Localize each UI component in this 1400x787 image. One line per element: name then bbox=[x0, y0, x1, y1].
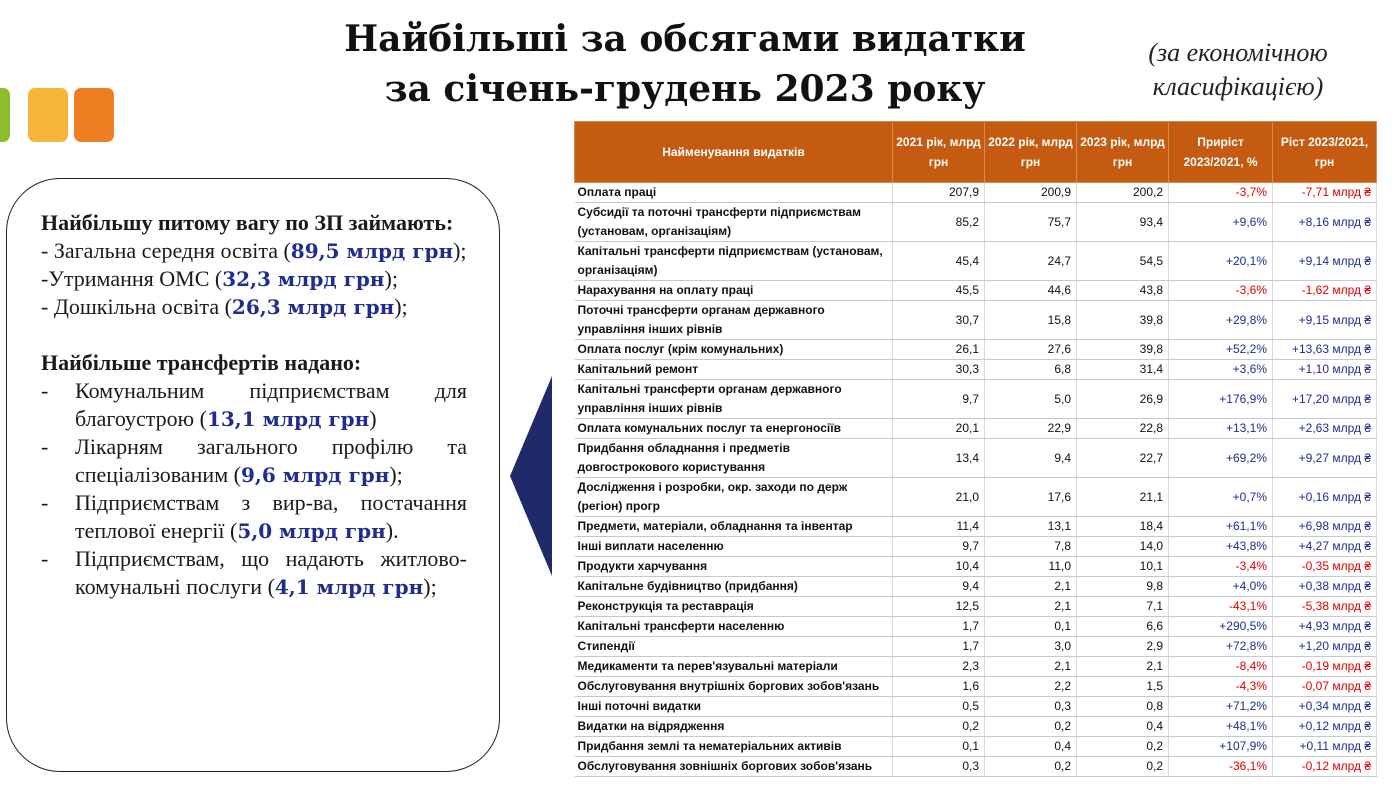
cell-2023: 14,0 bbox=[1077, 537, 1169, 557]
logo-green-square bbox=[0, 88, 10, 142]
cell-growth-abs: -0,07 млрд ₴ bbox=[1273, 677, 1377, 697]
cell-2023: 2,1 bbox=[1077, 657, 1169, 677]
cell-2021: 21,0 bbox=[893, 478, 985, 517]
table-row bbox=[575, 419, 1377, 439]
logo-yellow-square bbox=[28, 88, 68, 142]
cell-2023: 43,8 bbox=[1077, 281, 1169, 301]
cell-2023: 6,6 bbox=[1077, 617, 1169, 637]
cell-growth-abs: +0,16 млрд ₴ bbox=[1273, 478, 1377, 517]
col-header-growth-abs: Ріст 2023/2021, грн bbox=[1273, 122, 1377, 183]
cell-name: Обслуговування внутрішніх боргових зобов'язань bbox=[575, 677, 893, 697]
table-row bbox=[575, 439, 1377, 478]
cell-2022: 17,6 bbox=[985, 478, 1077, 517]
cell-growth-abs: +0,12 млрд ₴ bbox=[1273, 717, 1377, 737]
cell-growth-abs: +0,38 млрд ₴ bbox=[1273, 577, 1377, 597]
cell-growth-abs: +9,27 млрд ₴ bbox=[1273, 439, 1377, 478]
panel-heading-transfers: Найбільше трансфертів надано: bbox=[41, 350, 362, 375]
table-row bbox=[575, 677, 1377, 697]
cell-name: Оплата праці bbox=[575, 183, 893, 203]
cell-2023: 0,8 bbox=[1077, 697, 1169, 717]
item-text: Підприємствам, що надають житлово-комунальні послуги ( bbox=[75, 546, 467, 599]
table-row bbox=[575, 617, 1377, 637]
table-row bbox=[575, 757, 1377, 777]
page-title bbox=[300, 14, 1070, 114]
table-row bbox=[575, 301, 1377, 340]
cell-growth-abs: +0,11 млрд ₴ bbox=[1273, 737, 1377, 757]
table-row bbox=[575, 737, 1377, 757]
cell-growth-pct: -4,3% bbox=[1169, 677, 1273, 697]
pointer-arrow-icon bbox=[510, 376, 552, 576]
cell-growth-pct: -43,1% bbox=[1169, 597, 1273, 617]
salary-list-item bbox=[41, 265, 467, 293]
table-row bbox=[575, 537, 1377, 557]
cell-2021: 207,9 bbox=[893, 183, 985, 203]
cell-2021: 1,6 bbox=[893, 677, 985, 697]
cell-2023: 0,4 bbox=[1077, 717, 1169, 737]
cell-growth-pct: +4,0% bbox=[1169, 577, 1273, 597]
cell-2021: 0,3 bbox=[893, 757, 985, 777]
cell-growth-pct: +52,2% bbox=[1169, 340, 1273, 360]
cell-2023: 7,1 bbox=[1077, 597, 1169, 617]
cell-2023: 93,4 bbox=[1077, 203, 1169, 242]
cell-name: Видатки на відрядження bbox=[575, 717, 893, 737]
cell-2021: 0,5 bbox=[893, 697, 985, 717]
col-header-2022: 2022 рік, млрд грн bbox=[985, 122, 1077, 183]
cell-name: Медикаменти та перев'язувальні матеріали bbox=[575, 657, 893, 677]
cell-name: Капітальні трансферти органам державного управління інших рівнів bbox=[575, 380, 893, 419]
item-text: - Дошкільна освіта ( bbox=[41, 294, 232, 319]
cell-2022: 27,6 bbox=[985, 340, 1077, 360]
cell-growth-abs: +1,20 млрд ₴ bbox=[1273, 637, 1377, 657]
cell-2021: 0,1 bbox=[893, 737, 985, 757]
cell-growth-pct: +29,8% bbox=[1169, 301, 1273, 340]
table-row bbox=[575, 203, 1377, 242]
cell-2022: 7,8 bbox=[985, 537, 1077, 557]
item-amount: 5,0 млрд грн bbox=[237, 519, 386, 543]
cell-name: Придбання обладнання і предметів довгострокового користування bbox=[575, 439, 893, 478]
cell-2021: 1,7 bbox=[893, 637, 985, 657]
cell-name: Інші виплати населенню bbox=[575, 537, 893, 557]
cell-2021: 10,4 bbox=[893, 557, 985, 577]
title-line-2: за січень-грудень 2023 року bbox=[384, 68, 986, 110]
cell-2021: 11,4 bbox=[893, 517, 985, 537]
cell-growth-pct: +69,2% bbox=[1169, 439, 1273, 478]
cell-growth-pct: +3,6% bbox=[1169, 360, 1273, 380]
cell-2021: 30,3 bbox=[893, 360, 985, 380]
cell-name: Нарахування на оплату праці bbox=[575, 281, 893, 301]
cell-2023: 2,9 bbox=[1077, 637, 1169, 657]
transfers-list-item bbox=[41, 489, 467, 545]
item-text: Підприємствам з вир-ва, постачання теплової енергії ( bbox=[75, 490, 467, 543]
cell-2023: 22,7 bbox=[1077, 439, 1169, 478]
cell-2021: 9,4 bbox=[893, 577, 985, 597]
cell-name: Капітальне будівництво (придбання) bbox=[575, 577, 893, 597]
cell-2023: 1,5 bbox=[1077, 677, 1169, 697]
item-suffix: ); bbox=[389, 462, 403, 487]
cell-2022: 0,1 bbox=[985, 617, 1077, 637]
cell-name: Дослідження і розробки, окр. заходи по держ (регіон) прогр bbox=[575, 478, 893, 517]
cell-2022: 0,4 bbox=[985, 737, 1077, 757]
salary-list-item bbox=[41, 293, 467, 321]
transfers-list-item bbox=[41, 377, 467, 433]
cell-name: Капітальні трансферти населенню bbox=[575, 617, 893, 637]
cell-2021: 9,7 bbox=[893, 380, 985, 419]
item-suffix: ); bbox=[394, 294, 408, 319]
cell-growth-pct: +61,1% bbox=[1169, 517, 1273, 537]
summary-panel bbox=[6, 178, 500, 772]
logo-orange-square bbox=[74, 88, 114, 142]
page-subtitle bbox=[1118, 36, 1358, 104]
cell-name: Капітальний ремонт bbox=[575, 360, 893, 380]
cell-2022: 2,1 bbox=[985, 597, 1077, 617]
cell-growth-pct: -3,7% bbox=[1169, 183, 1273, 203]
cell-2023: 9,8 bbox=[1077, 577, 1169, 597]
cell-growth-abs: +1,10 млрд ₴ bbox=[1273, 360, 1377, 380]
cell-2021: 45,5 bbox=[893, 281, 985, 301]
cell-2021: 9,7 bbox=[893, 537, 985, 557]
cell-2022: 3,0 bbox=[985, 637, 1077, 657]
expenditure-table bbox=[574, 121, 1376, 777]
cell-2022: 0,2 bbox=[985, 757, 1077, 777]
cell-growth-pct: -36,1% bbox=[1169, 757, 1273, 777]
cell-growth-abs: +17,20 млрд ₴ bbox=[1273, 380, 1377, 419]
transfers-list-item bbox=[41, 433, 467, 489]
cell-growth-abs: +2,63 млрд ₴ bbox=[1273, 419, 1377, 439]
subtitle-line-1: (за економічною bbox=[1148, 38, 1328, 67]
cell-2022: 2,1 bbox=[985, 577, 1077, 597]
cell-growth-abs: +4,93 млрд ₴ bbox=[1273, 617, 1377, 637]
cell-name: Предмети, матеріали, обладнання та інвентар bbox=[575, 517, 893, 537]
table-row bbox=[575, 380, 1377, 419]
cell-name: Субсидії та поточні трансферти підприємствам (установам, організаціям) bbox=[575, 203, 893, 242]
salary-list bbox=[41, 237, 467, 321]
cell-growth-pct: +20,1% bbox=[1169, 242, 1273, 281]
item-amount: 32,3 млрд грн bbox=[222, 267, 385, 291]
table-row bbox=[575, 657, 1377, 677]
table-row bbox=[575, 360, 1377, 380]
cell-growth-abs: -7,71 млрд ₴ bbox=[1273, 183, 1377, 203]
item-amount: 26,3 млрд грн bbox=[231, 295, 395, 319]
cell-growth-abs: -0,35 млрд ₴ bbox=[1273, 557, 1377, 577]
cell-2023: 26,9 bbox=[1077, 380, 1169, 419]
cell-2022: 44,6 bbox=[985, 281, 1077, 301]
item-suffix: ) bbox=[369, 406, 377, 431]
cell-name: Стипендії bbox=[575, 637, 893, 657]
cell-growth-pct: +71,2% bbox=[1169, 697, 1273, 717]
cell-name: Продукти харчування bbox=[575, 557, 893, 577]
cell-2022: 9,4 bbox=[985, 439, 1077, 478]
col-header-name: Найменування видатків bbox=[575, 122, 893, 183]
cell-2023: 200,2 bbox=[1077, 183, 1169, 203]
transfers-list-item bbox=[41, 545, 467, 601]
salary-list-item bbox=[41, 237, 467, 265]
table-row bbox=[575, 717, 1377, 737]
cell-2021: 13,4 bbox=[893, 439, 985, 478]
cell-growth-pct: +107,9% bbox=[1169, 737, 1273, 757]
cell-growth-pct: +0,7% bbox=[1169, 478, 1273, 517]
cell-growth-abs: +6,98 млрд ₴ bbox=[1273, 517, 1377, 537]
cell-name: Обслуговування зовнішніх боргових зобов'язань bbox=[575, 757, 893, 777]
cell-2022: 5,0 bbox=[985, 380, 1077, 419]
cell-2023: 21,1 bbox=[1077, 478, 1169, 517]
col-header-growth-pct: Приріст 2023/2021, % bbox=[1169, 122, 1273, 183]
cell-2023: 10,1 bbox=[1077, 557, 1169, 577]
cell-2022: 11,0 bbox=[985, 557, 1077, 577]
item-amount: 89,5 млрд грн bbox=[290, 239, 454, 263]
subtitle-line-2: класифікацією) bbox=[1152, 72, 1324, 101]
table-row bbox=[575, 340, 1377, 360]
table-row bbox=[575, 597, 1377, 617]
cell-2021: 85,2 bbox=[893, 203, 985, 242]
cell-name: Реконструкція та реставрація bbox=[575, 597, 893, 617]
cell-2021: 2,3 bbox=[893, 657, 985, 677]
cell-name: Оплата послуг (крім комунальних) bbox=[575, 340, 893, 360]
table-row bbox=[575, 183, 1377, 203]
cell-growth-abs: +8,16 млрд ₴ bbox=[1273, 203, 1377, 242]
table-row bbox=[575, 557, 1377, 577]
table-row bbox=[575, 281, 1377, 301]
item-text: - Загальна середня освіта ( bbox=[41, 238, 291, 263]
item-text: Комунальним підприємствам для благоустрою ( bbox=[75, 378, 467, 431]
cell-2022: 2,2 bbox=[985, 677, 1077, 697]
cell-growth-abs: +4,27 млрд ₴ bbox=[1273, 537, 1377, 557]
table-header-row bbox=[575, 122, 1377, 183]
cell-growth-pct: -3,4% bbox=[1169, 557, 1273, 577]
cell-2023: 39,8 bbox=[1077, 340, 1169, 360]
cell-2023: 0,2 bbox=[1077, 757, 1169, 777]
cell-2022: 0,2 bbox=[985, 717, 1077, 737]
cell-growth-abs: -1,62 млрд ₴ bbox=[1273, 281, 1377, 301]
cell-2023: 39,8 bbox=[1077, 301, 1169, 340]
cell-growth-pct: +290,5% bbox=[1169, 617, 1273, 637]
cell-name: Придбання землі та нематеріальних активів bbox=[575, 737, 893, 757]
cell-growth-abs: +9,14 млрд ₴ bbox=[1273, 242, 1377, 281]
cell-2021: 26,1 bbox=[893, 340, 985, 360]
cell-growth-pct: -8,4% bbox=[1169, 657, 1273, 677]
item-text: Лікарням загального профілю та спеціалізованим ( bbox=[75, 434, 467, 487]
cell-2023: 54,5 bbox=[1077, 242, 1169, 281]
cell-2021: 0,2 bbox=[893, 717, 985, 737]
table-row bbox=[575, 478, 1377, 517]
item-text: -Утримання ОМС ( bbox=[41, 266, 223, 291]
panel-heading-salary: Найбільшу питому вагу по ЗП займають: bbox=[41, 210, 454, 235]
cell-2021: 1,7 bbox=[893, 617, 985, 637]
cell-2022: 200,9 bbox=[985, 183, 1077, 203]
col-header-2023: 2023 рік, млрд грн bbox=[1077, 122, 1169, 183]
cell-growth-abs: +9,15 млрд ₴ bbox=[1273, 301, 1377, 340]
cell-2022: 13,1 bbox=[985, 517, 1077, 537]
title-line-1: Найбільші за обсягами видатки bbox=[344, 18, 1026, 60]
cell-2023: 18,4 bbox=[1077, 517, 1169, 537]
cell-growth-pct: +176,9% bbox=[1169, 380, 1273, 419]
item-suffix: ); bbox=[453, 238, 467, 263]
table-row bbox=[575, 517, 1377, 537]
cell-2021: 30,7 bbox=[893, 301, 985, 340]
cell-growth-abs: +13,63 млрд ₴ bbox=[1273, 340, 1377, 360]
table-row bbox=[575, 577, 1377, 597]
col-header-2021: 2021 рік, млрд грн bbox=[893, 122, 985, 183]
cell-2022: 2,1 bbox=[985, 657, 1077, 677]
cell-growth-pct: -3,6% bbox=[1169, 281, 1273, 301]
item-amount: 13,1 млрд грн bbox=[206, 407, 370, 431]
cell-growth-pct: +43,8% bbox=[1169, 537, 1273, 557]
item-amount: 9,6 млрд грн bbox=[240, 463, 390, 487]
cell-2022: 75,7 bbox=[985, 203, 1077, 242]
cell-growth-pct: +48,1% bbox=[1169, 717, 1273, 737]
cell-2023: 0,2 bbox=[1077, 737, 1169, 757]
cell-growth-abs: -0,12 млрд ₴ bbox=[1273, 757, 1377, 777]
cell-growth-abs: -5,38 млрд ₴ bbox=[1273, 597, 1377, 617]
cell-2022: 22,9 bbox=[985, 419, 1077, 439]
cell-2022: 0,3 bbox=[985, 697, 1077, 717]
item-suffix: ); bbox=[384, 266, 398, 291]
cell-2022: 24,7 bbox=[985, 242, 1077, 281]
cell-growth-abs: +0,34 млрд ₴ bbox=[1273, 697, 1377, 717]
cell-name: Інші поточні видатки bbox=[575, 697, 893, 717]
cell-growth-abs: -0,19 млрд ₴ bbox=[1273, 657, 1377, 677]
cell-2021: 12,5 bbox=[893, 597, 985, 617]
table-row bbox=[575, 637, 1377, 657]
cell-2021: 45,4 bbox=[893, 242, 985, 281]
cell-name: Капітальні трансферти підприємствам (установам, організаціям) bbox=[575, 242, 893, 281]
cell-growth-pct: +9,6% bbox=[1169, 203, 1273, 242]
cell-name: Оплата комунальних послуг та енергоносіїв bbox=[575, 419, 893, 439]
transfers-list bbox=[41, 377, 467, 601]
cell-growth-pct: +13,1% bbox=[1169, 419, 1273, 439]
cell-2021: 20,1 bbox=[893, 419, 985, 439]
table-row bbox=[575, 697, 1377, 717]
item-suffix: ); bbox=[423, 574, 437, 599]
cell-2023: 22,8 bbox=[1077, 419, 1169, 439]
cell-2023: 31,4 bbox=[1077, 360, 1169, 380]
cell-name: Поточні трансферти органам державного управління інших рівнів bbox=[575, 301, 893, 340]
cell-2022: 6,8 bbox=[985, 360, 1077, 380]
table-row bbox=[575, 242, 1377, 281]
cell-growth-pct: +72,8% bbox=[1169, 637, 1273, 657]
item-suffix: ). bbox=[385, 518, 399, 543]
item-amount: 4,1 млрд грн bbox=[274, 575, 424, 599]
cell-2022: 15,8 bbox=[985, 301, 1077, 340]
